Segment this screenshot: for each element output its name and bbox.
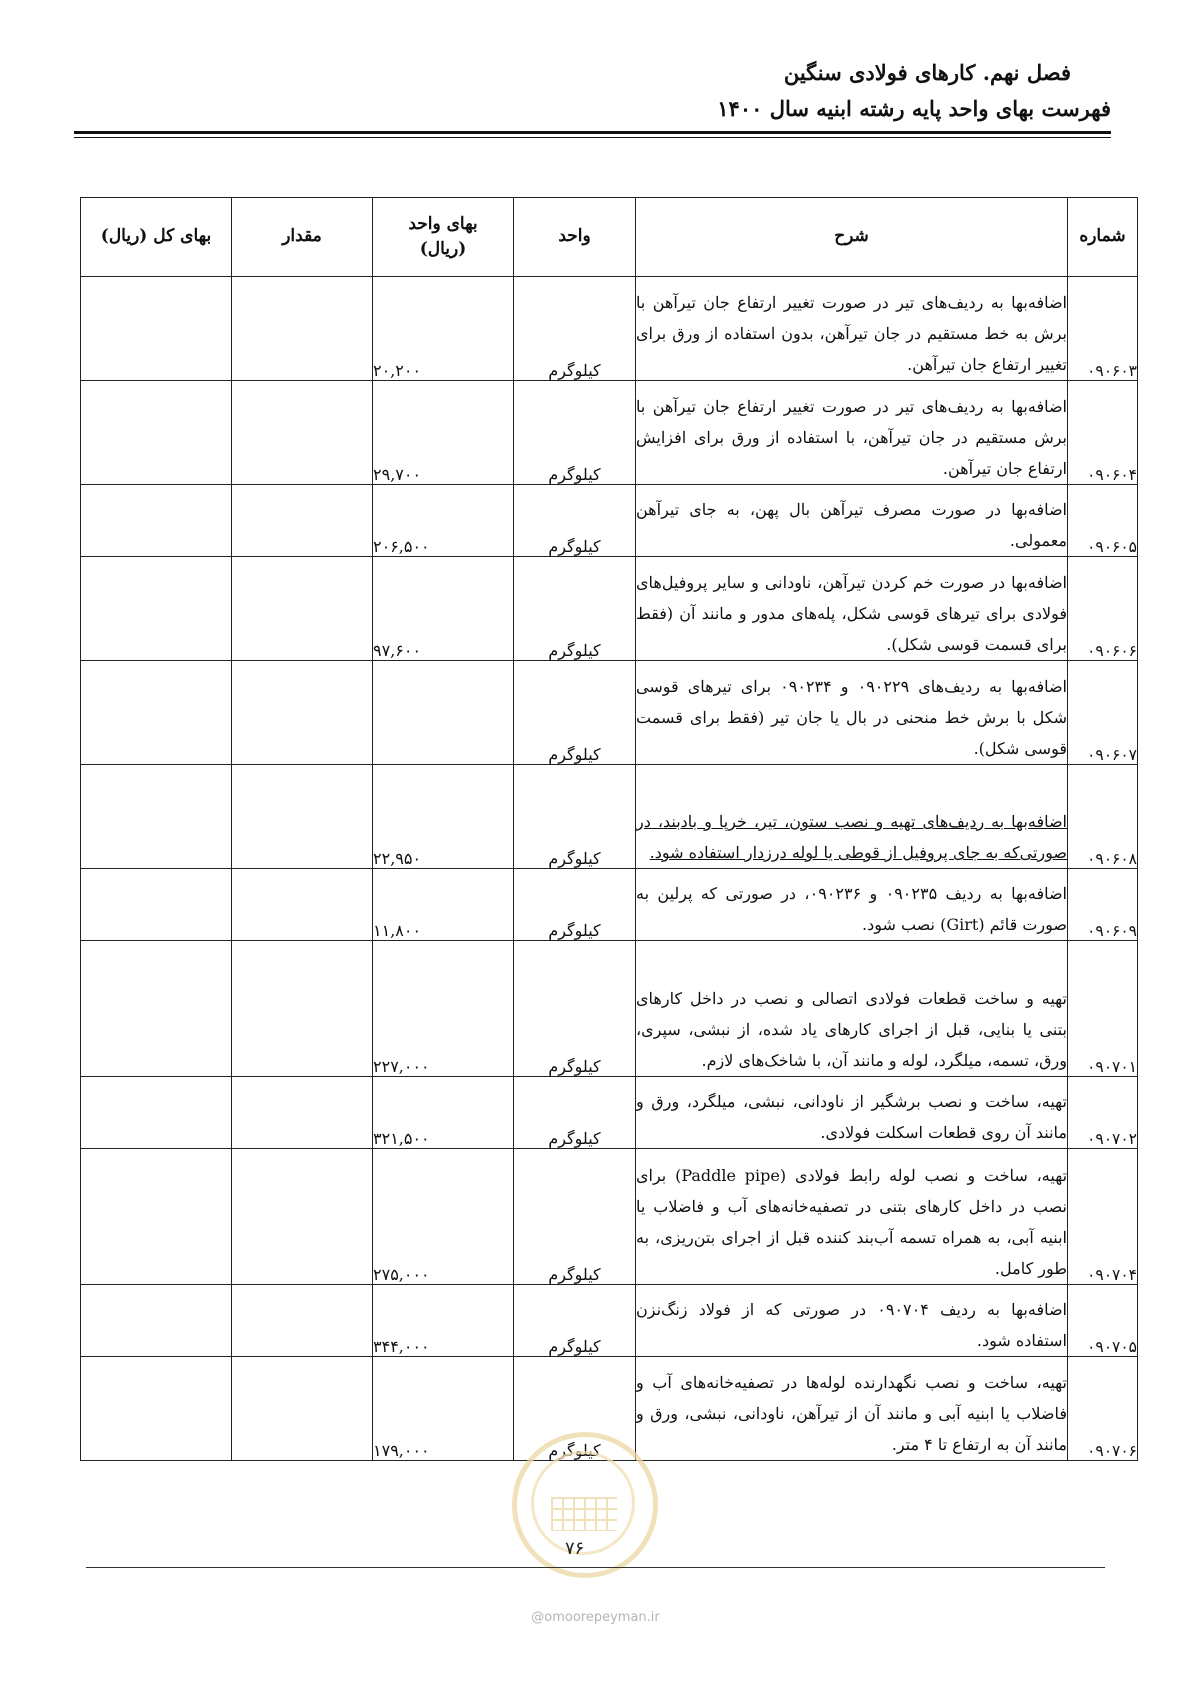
price-table	[80, 197, 1138, 1461]
header-total-price: بهای کل (ریال)	[81, 198, 232, 277]
row-description: اضافه‌بها به ردیف‌های ۰۹۰۲۲۹ و ۰۹۰۲۳۴ برای تیرهای قوسی شکل با برش خط منحنی در بال یا جان تیر (فقط برای قسمت قوسی شکل).	[636, 661, 1068, 765]
row-quantity	[232, 869, 373, 941]
row-number: ۰۹۰۷۰۴	[1068, 1149, 1138, 1285]
chapter-title: فصل نهم. کارهای فولادی سنگین	[783, 60, 1071, 85]
row-unit: کیلوگرم	[514, 661, 636, 765]
row-total-price	[81, 381, 232, 485]
row-description	[636, 765, 1068, 869]
header-unit-price: بهای واحد (ریال)	[373, 198, 514, 277]
table-row	[81, 1285, 1138, 1357]
table-row	[81, 557, 1138, 661]
row-unit: کیلوگرم	[514, 1077, 636, 1149]
row-description: اضافه‌بها به ردیف ۰۹۰۷۰۴ در صورتی که از فولاد زنگ‌نزن استفاده شود.	[636, 1285, 1068, 1357]
row-unit-price: ۲۲,۹۵۰	[373, 765, 514, 869]
footer-website: @omoorepeyman.ir	[531, 1610, 660, 1625]
row-total-price	[81, 661, 232, 765]
row-unit: کیلوگرم	[514, 485, 636, 557]
row-number: ۰۹۰۶۰۴	[1068, 381, 1138, 485]
row-description: اضافه‌بها در صورت مصرف تیرآهن بال پهن، به جای تیرآهن معمولی.	[636, 485, 1068, 557]
row-quantity	[232, 557, 373, 661]
row-unit: کیلوگرم	[514, 1357, 636, 1461]
header-unit: واحد	[514, 198, 636, 277]
table-row	[81, 661, 1138, 765]
row-total-price	[81, 1077, 232, 1149]
row-number: ۰۹۰۶۰۹	[1068, 869, 1138, 941]
header-quantity: مقدار	[232, 198, 373, 277]
row-unit: کیلوگرم	[514, 381, 636, 485]
table-row	[81, 485, 1138, 557]
row-unit-price: ۲۷۵,۰۰۰	[373, 1149, 514, 1285]
table-row	[81, 869, 1138, 941]
gear-seal-watermark-icon	[512, 1432, 658, 1578]
row-unit: کیلوگرم	[514, 869, 636, 941]
row-number: ۰۹۰۷۰۶	[1068, 1357, 1138, 1461]
row-quantity	[232, 1357, 373, 1461]
table-row	[81, 765, 1138, 869]
row-total-price	[81, 765, 232, 869]
row-description: تهیه، ساخت و نصب نگهدارنده لوله‌ها در تصفیه‌خانه‌های آب و فاضلاب یا ابنیه آبی و مانند آن از تیرآهن، ناودانی، نبشی، ورق و مانند آن به ارتفاع تا ۴ متر.	[636, 1357, 1068, 1461]
row-unit: کیلوگرم	[514, 941, 636, 1077]
row-unit-price: ۱۷۹,۰۰۰	[373, 1357, 514, 1461]
row-unit-price: ۲۲۷,۰۰۰	[373, 941, 514, 1077]
row-quantity	[232, 1285, 373, 1357]
row-total-price	[81, 277, 232, 381]
row-unit-price	[373, 661, 514, 765]
table-row	[81, 941, 1138, 1077]
row-unit: کیلوگرم	[514, 1285, 636, 1357]
row-quantity	[232, 485, 373, 557]
row-unit: کیلوگرم	[514, 765, 636, 869]
header-rule-thin	[74, 137, 1111, 138]
row-total-price	[81, 557, 232, 661]
row-number: ۰۹۰۶۰۷	[1068, 661, 1138, 765]
row-total-price	[81, 941, 232, 1077]
header-rule-thick	[74, 131, 1111, 134]
row-total-price	[81, 1357, 232, 1461]
row-total-price	[81, 1149, 232, 1285]
row-unit-price: ۱۱,۸۰۰	[373, 869, 514, 941]
table-row	[81, 1149, 1138, 1285]
row-total-price	[81, 1285, 232, 1357]
row-number: ۰۹۰۶۰۳	[1068, 277, 1138, 381]
row-unit-price: ۳۴۴,۰۰۰	[373, 1285, 514, 1357]
row-total-price	[81, 869, 232, 941]
row-quantity	[232, 941, 373, 1077]
row-description: تهیه، ساخت و نصب برشگیر از ناودانی، نبشی، میلگرد، ورق و مانند آن روی قطعات اسکلت فولادی.	[636, 1077, 1068, 1149]
watermark-grid	[551, 1497, 617, 1531]
row-total-price	[81, 485, 232, 557]
table-header-row	[81, 198, 1138, 277]
row-number: ۰۹۰۶۰۶	[1068, 557, 1138, 661]
list-title: فهرست بهای واحد پایه رشته ابنیه سال ۱۴۰۰	[717, 96, 1111, 121]
row-unit: کیلوگرم	[514, 1149, 636, 1285]
row-quantity	[232, 1149, 373, 1285]
row-description: اضافه‌بها به ردیف‌های تیر در صورت تغییر ارتفاع جان تیرآهن با برش مستقیم در جان تیرآهن، با استفاده از ورق برای افزایش ارتفاع جان تیرآهن.	[636, 381, 1068, 485]
row-number: ۰۹۰۶۰۵	[1068, 485, 1138, 557]
row-unit-price: ۳۲۱,۵۰۰	[373, 1077, 514, 1149]
row-description: تهیه و ساخت قطعات فولادی اتصالی و نصب در داخل کارهای بتنی یا بنایی، قبل از اجرای کارهای یاد شده، از نبشی، سپری، ورق، تسمه، میلگرد، لوله و مانند آن، با شاخک‌های لازم.	[636, 941, 1068, 1077]
row-quantity	[232, 765, 373, 869]
row-number: ۰۹۰۷۰۲	[1068, 1077, 1138, 1149]
footer-rule	[86, 1567, 1105, 1568]
row-unit-price: ۲۰,۲۰۰	[373, 277, 514, 381]
row-description: تهیه، ساخت و نصب لوله رابط فولادی (Paddle pipe) برای نصب در داخل کارهای بتنی در تصفیه‌خانه‌های آب و فاضلاب یا ابنیه آبی، به همراه تسمه آب‌بند کننده قبل از اجرای بتن‌ریزی، به طور کامل.	[636, 1149, 1068, 1285]
table-row	[81, 1077, 1138, 1149]
row-description: اضافه‌بها به ردیف ۰۹۰۲۳۵ و ۰۹۰۲۳۶، در صورتی که پرلین به صورت قائم (Girt) نصب شود.	[636, 869, 1068, 941]
row-number: ۰۹۰۷۰۱	[1068, 941, 1138, 1077]
table-row	[81, 381, 1138, 485]
header-description: شرح	[636, 198, 1068, 277]
header-number: شماره	[1068, 198, 1138, 277]
row-unit: کیلوگرم	[514, 277, 636, 381]
row-quantity	[232, 381, 373, 485]
row-unit-price: ۲۰۶,۵۰۰	[373, 485, 514, 557]
row-number: ۰۹۰۷۰۵	[1068, 1285, 1138, 1357]
row-unit-price: ۲۹,۷۰۰	[373, 381, 514, 485]
row-description: اضافه‌بها در صورت خم کردن تیرآهن، ناودانی و سایر پروفیل‌های فولادی برای تیرهای قوسی شکل، پله‌های مدور و مانند آن (فقط برای قسمت قوسی شکل).	[636, 557, 1068, 661]
page-number: ۷۶	[565, 1538, 585, 1559]
row-number: ۰۹۰۶۰۸	[1068, 765, 1138, 869]
row-quantity	[232, 277, 373, 381]
row-unit-price: ۹۷,۶۰۰	[373, 557, 514, 661]
row-unit: کیلوگرم	[514, 557, 636, 661]
row-description-text: اضافه‌بها به ردیف‌های تهیه و نصب ستون، تیر، خرپا و بادبند، در صورتی‌که به جای پروفیل از قوطی یا لوله درزدار استفاده شود.	[636, 812, 1067, 862]
row-quantity	[232, 1077, 373, 1149]
row-description: اضافه‌بها به ردیف‌های تیر در صورت تغییر ارتفاع جان تیرآهن با برش به خط مستقیم در جان تیرآهن، بدون استفاده از ورق برای تغییر ارتفاع جان تیرآهن.	[636, 277, 1068, 381]
row-quantity	[232, 661, 373, 765]
table-row	[81, 277, 1138, 381]
table-body	[81, 277, 1138, 1461]
